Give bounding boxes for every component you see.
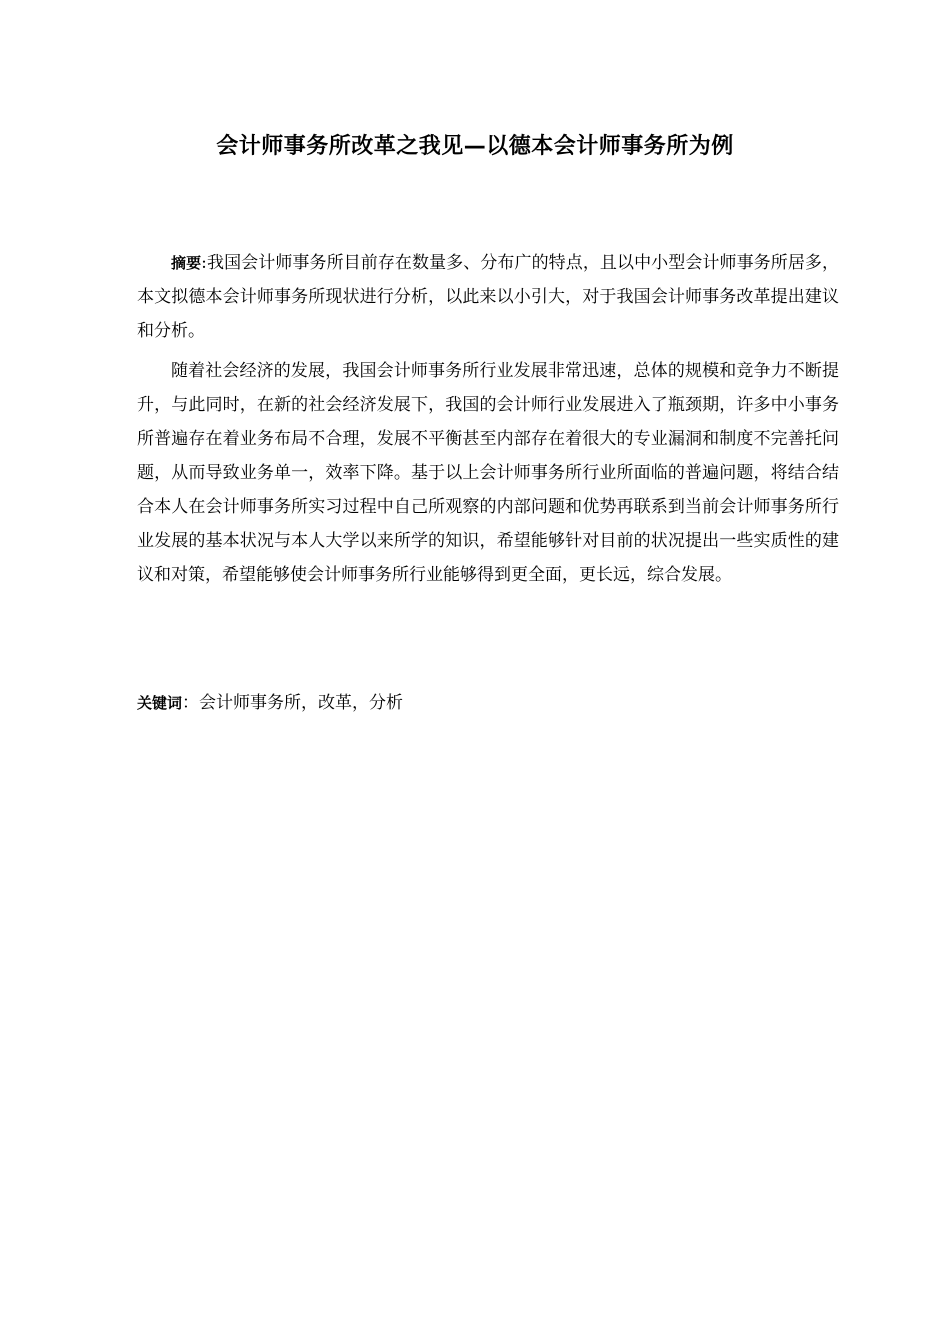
abstract-paragraph bbox=[137, 246, 839, 348]
keywords-line bbox=[137, 686, 839, 720]
keywords-separator: ： bbox=[182, 693, 200, 713]
keywords-text: 会计师事务所，改革，分析 bbox=[199, 693, 404, 713]
abstract-label: 摘要 bbox=[171, 254, 202, 272]
keywords-label: 关键词 bbox=[137, 694, 183, 712]
body-paragraph: 随着社会经济的发展，我国会计师事务所行业发展非常迅速，总体的规模和竞争力不断提升，与此同时，在新的社会经济发展下，我国的会计师行业发展进入了瓶颈期，许多中小事务所普遍存在着业务布局不合理，发展不平衡甚至内部存在着很大的专业漏洞和制度不完善托问题，从而导致业务单一，效率下降。基于以上会计师事务所行业所面临的普遍问题，将结合结合本人在会计师事务所实习过程中自己所观察的内部问题和优势再联系到当前会计师事务所行业发展的基本状况与本人大学以来所学的知识，希望能够针对目前的状况提出一些实质性的建议和对策，希望能够使会计师事务所行业能够得到更全面，更长远，综合发展。 bbox=[137, 361, 839, 585]
document-title: 会计师事务所改革之我见—以德本会计师事务所为例 bbox=[216, 134, 734, 159]
abstract-text: 我国会计师事务所目前存在数量多、分布广的特点，且以中小型会计师事务所居多，本文拟德本会计师事务所现状进行分析，以此来以小引大，对于我国会计师事务改革提出建议和分析。 bbox=[137, 253, 839, 341]
abstract-separator: : bbox=[201, 253, 207, 273]
